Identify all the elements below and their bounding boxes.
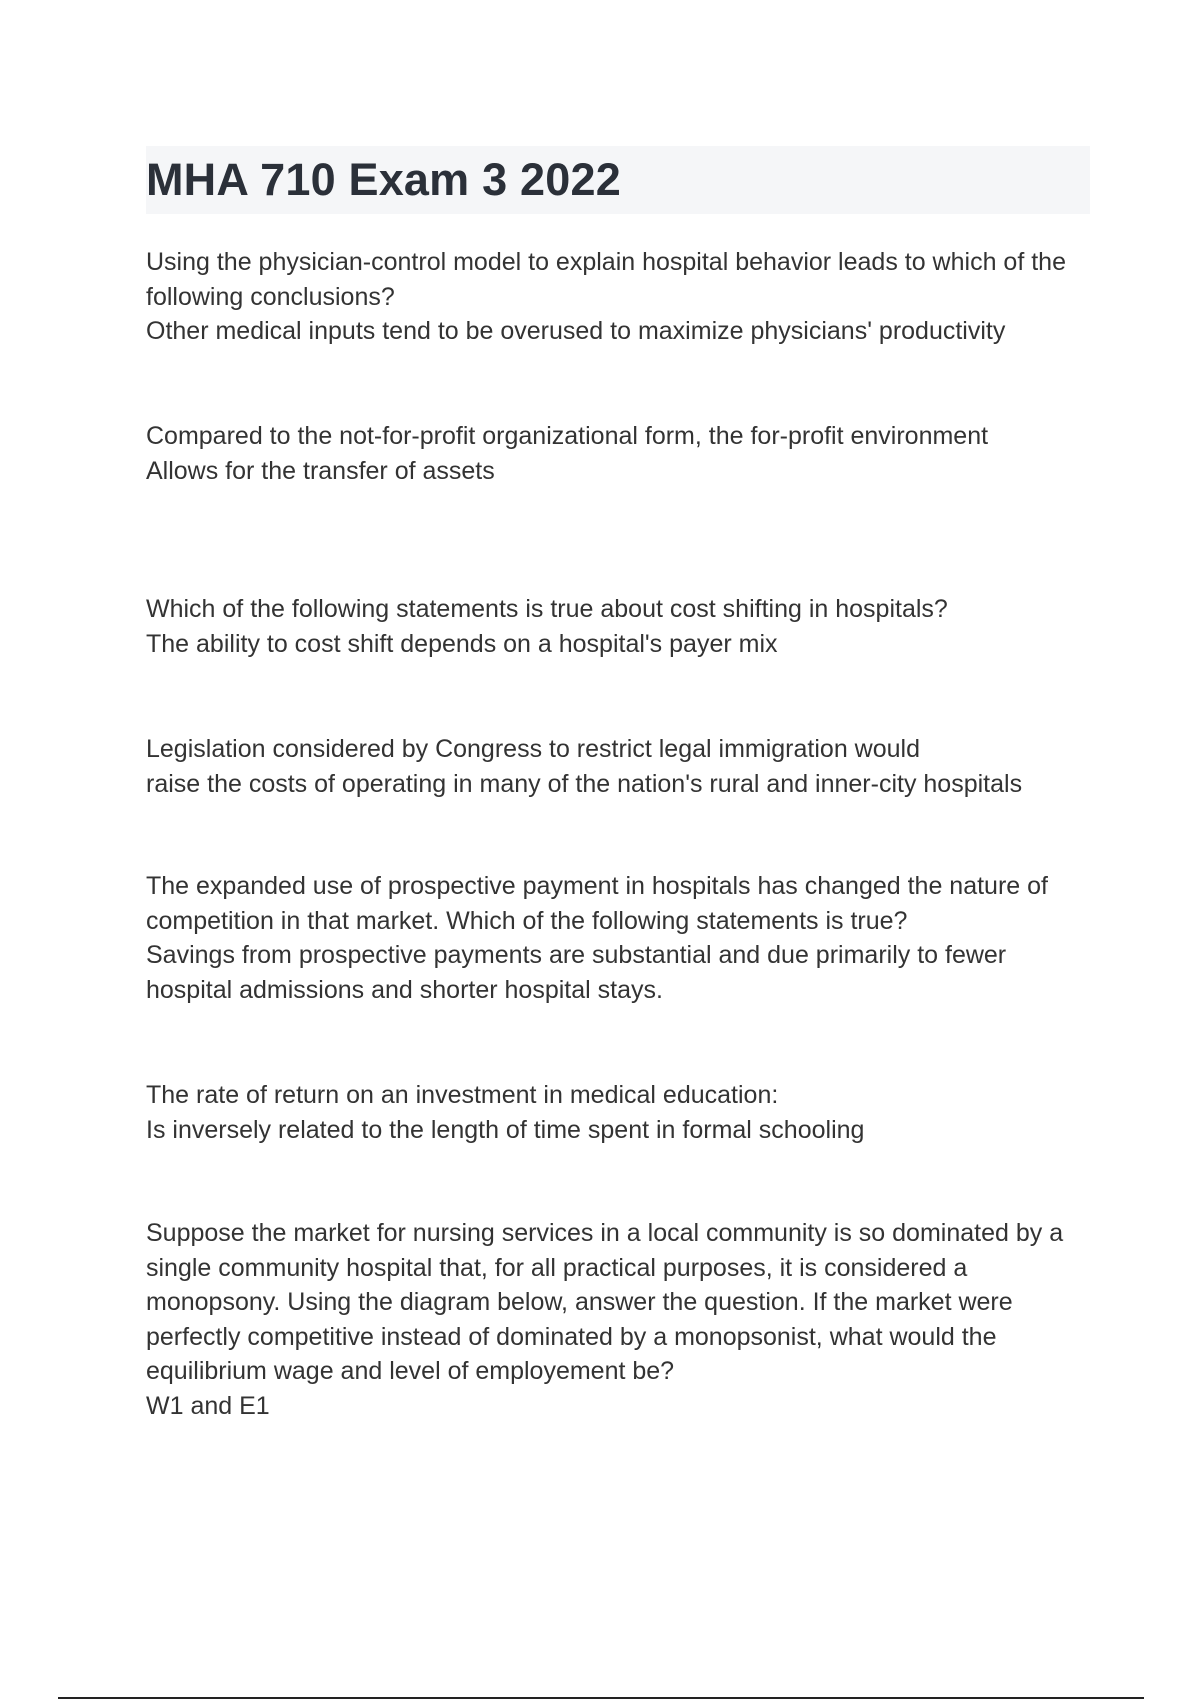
question-text: Compared to the not-for-profit organizational form, the for-profit environment xyxy=(146,422,989,450)
answer-text: Allows for the transfer of assets xyxy=(146,456,495,485)
answer-text: Is inversely related to the length of time spent in formal schooling xyxy=(146,1115,865,1144)
question-text: Legislation considered by Congress to restrict legal immigration would xyxy=(146,735,920,763)
answer-text: Savings from prospective payments are substantial and due primarily to fewer hospital admissions and shorter hospital stays. xyxy=(146,941,1007,1004)
document-title: MHA 710 Exam 3 2022 xyxy=(146,154,621,205)
qa-item xyxy=(146,1078,1096,1147)
title-banner xyxy=(146,146,1090,214)
answer-text: The ability to cost shift depends on a hospital's payer mix xyxy=(146,629,778,658)
qa-item xyxy=(146,419,1096,488)
answer-text: raise the costs of operating in many of the nation's rural and inner-city hospitals xyxy=(146,769,1023,798)
question-text: The expanded use of prospective payment in hospitals has changed the nature of competition in that market. Which of the following statements is true? xyxy=(146,872,1048,935)
question-text: The rate of return on an investment in medical education: xyxy=(146,1081,779,1109)
qa-item xyxy=(146,732,1096,801)
qa-item xyxy=(146,869,1096,1007)
qa-item xyxy=(146,592,1096,661)
qa-item xyxy=(146,1216,1096,1423)
page-bottom-divider xyxy=(58,1697,1144,1699)
answer-text: W1 and E1 xyxy=(146,1391,270,1420)
question-text: Using the physician-control model to explain hospital behavior leads to which of the following conclusions? xyxy=(146,248,1066,311)
answer-text: Other medical inputs tend to be overused to maximize physicians' productivity xyxy=(146,317,1006,345)
question-text: Suppose the market for nursing services in a local community is so dominated by a single community hospital that, for all practical purposes, it is considered a monopsony. Using the diagram below, answer the question. If the market were perfectly competitive instead of dominated by a monopsonist, what would the equilibrium wage and level of employement be? xyxy=(146,1219,1064,1385)
question-text: Which of the following statements is true about cost shifting in hospitals? xyxy=(146,595,948,623)
qa-item xyxy=(146,245,1096,349)
